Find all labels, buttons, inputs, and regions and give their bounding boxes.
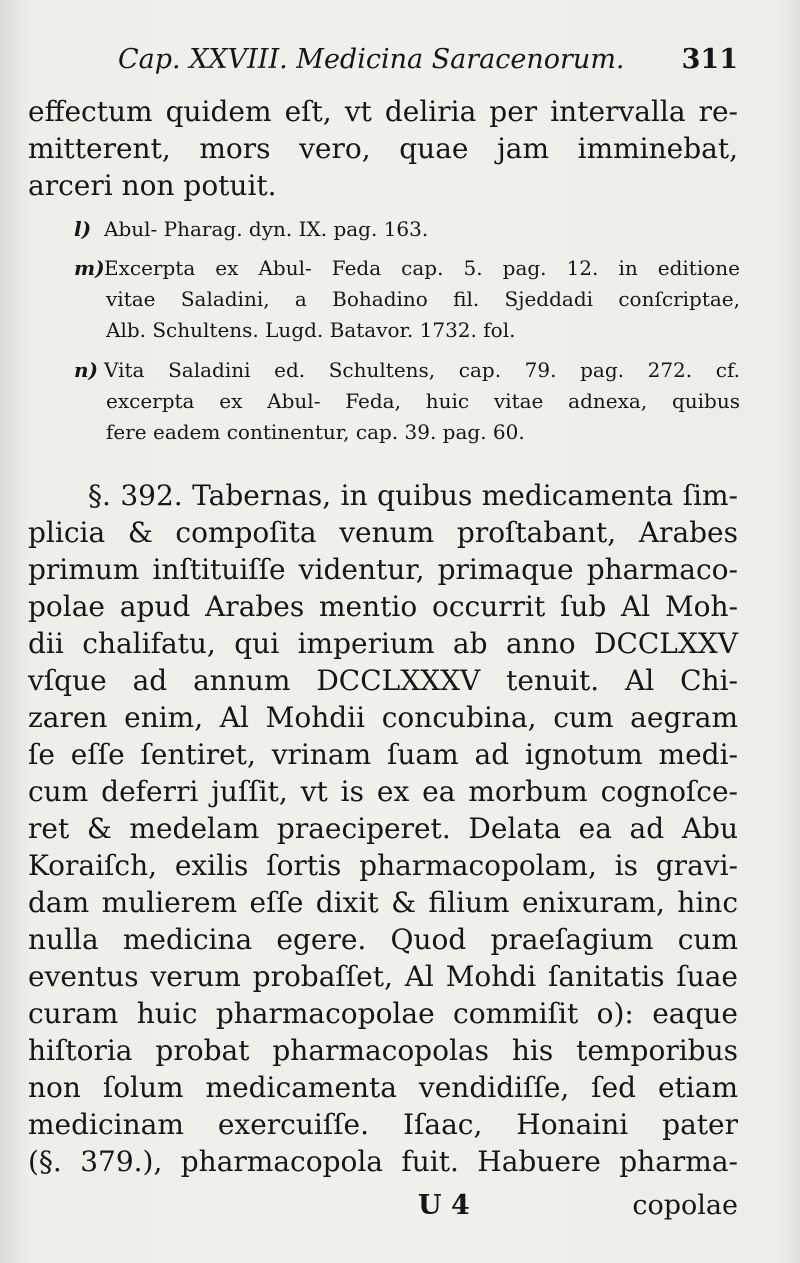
text-line: (§. 379.), pharmacopola fuit. Habuere pharma- — [28, 1145, 738, 1178]
text-line: primum inſtituiſſe videntur, primaque pharmaco- — [28, 553, 738, 586]
chapter-title: Cap. XXVIII. Medicina Saracenorum. — [118, 44, 625, 75]
text-line: arceri non potuit. — [28, 169, 277, 202]
text-line: cum deferri juſſit, vt is ex ea morbum cognoſce- — [28, 775, 738, 808]
text-line: polae apud Arabes mentio occurrit ſub Al Moh- — [28, 590, 738, 623]
text-line: Koraiſch, exilis ſortis pharmacopolam, is gravi- — [28, 849, 738, 882]
text-line: ſe eſſe ſentiret, vrinam ſuam ad ignotum medi- — [28, 738, 738, 771]
footnote-line: fere eadem continentur, cap. 39. pag. 60. — [106, 420, 525, 444]
footnote-line: vitae Saladini, a Bohadino fil. Sjeddadi conſcriptae, — [106, 287, 740, 311]
text-line: effectum quidem eſt, vt deliria per intervalla re- — [28, 95, 738, 128]
footnote-text: Abul- Pharag. dyn. IX. pag. 163. — [104, 217, 429, 241]
paragraph-first-line: §. 392. Tabernas, in quibus medicamenta ſim- — [88, 479, 738, 512]
signature-mark: U 4 — [418, 1190, 470, 1221]
text-line: mitterent, mors vero, quae jam imminebat, — [28, 132, 738, 165]
text-line: dam mulierem eſſe dixit & filium enixuram, hinc — [28, 886, 738, 919]
page-number: 311 — [681, 44, 738, 75]
footnote-line: excerpta ex Abul- Feda, huic vitae adnexa, quibus — [106, 389, 740, 413]
footnote-text: Excerpta ex Abul- Feda cap. 5. pag. 12. in editione — [104, 256, 740, 280]
footnote-text: Vita Saladini ed. Schultens, cap. 79. pag. 272. cf. — [104, 358, 740, 382]
footnote-l — [74, 214, 740, 244]
footnote-marker: n) — [74, 358, 99, 382]
catchword: copolae — [632, 1190, 738, 1221]
text-line: nulla medicina egere. Quod praeſagium cum — [28, 923, 738, 956]
footnote-marker: l) — [74, 217, 92, 241]
text-line: vſque ad annum DCCLXXXV tenuit. Al Chi- — [28, 664, 738, 697]
text-line: medicinam exercuiſſe. Iſaac, Honaini pater — [28, 1108, 738, 1141]
text-line: hiſtoria probat pharmacopolas his temporibus — [28, 1034, 738, 1067]
footnote-m — [74, 253, 740, 283]
text-line: zaren enim, Al Mohdii concubina, cum aegram — [28, 701, 738, 734]
text-line: dii chalifatu, qui imperium ab anno DCCLXXV — [28, 627, 738, 660]
text-line: eventus verum probaſſet, Al Mohdi ſanitatis ſuae — [28, 960, 738, 993]
text-line: plicia & compoſita venum proſtabant, Arabes — [28, 516, 738, 549]
footnote-line: Alb. Schultens. Lugd. Batavor. 1732. fol. — [106, 318, 516, 342]
text-line: ret & medelam praeciperet. Delata ea ad Abu — [28, 812, 738, 845]
footnote-n — [74, 355, 740, 385]
text-line: curam huic pharmacopolae commiſit o): eaque — [28, 997, 738, 1030]
text-line: non ſolum medicamenta vendidiſſe, ſed etiam — [28, 1071, 738, 1104]
running-header — [118, 44, 738, 84]
footnote-marker: m) — [74, 256, 105, 280]
